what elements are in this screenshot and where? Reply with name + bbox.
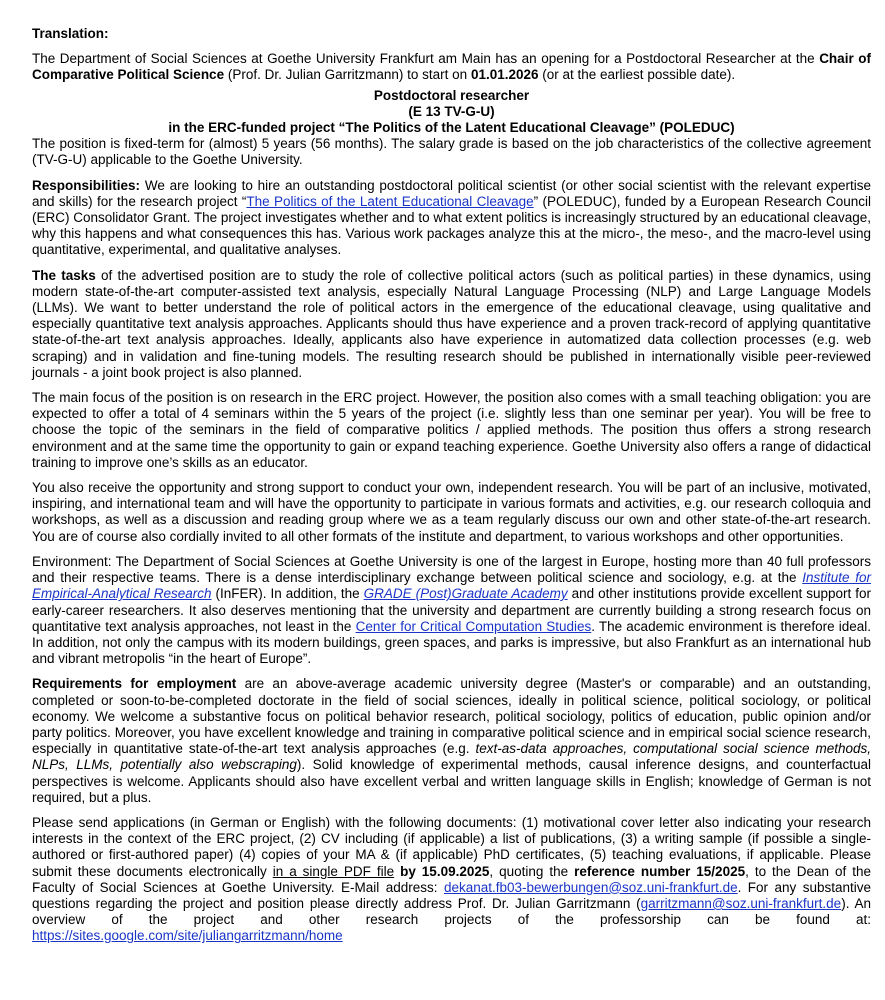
- position-paragraph: The position is fixed-term for (almost) 5 years (56 months). The salary grade is based on the job characteristics of the collective agreement (TV-G-U) applicable to the Goethe University.: [32, 136, 871, 168]
- application-email-link[interactable]: dekanat.fb03-bewerbungen@soz.uni-frankfurt.de: [443, 879, 738, 895]
- grade-academy-link[interactable]: GRADE (Post)Graduate Academy: [363, 586, 568, 602]
- start-date: 01.01.2026: [470, 67, 539, 83]
- reference-number: reference number 15/2025: [574, 863, 746, 879]
- requirements-text-1: are an above-average academic university degree (Master's or comparable) and an outstanding, completed or soon-to-be-completed doctorate in the field of social sciences, ideally in political science, political sociology, or political economy. We welcome a substantive focus on political behavior research, political sociology, politics of education, public opinion and/or party politics. Moreover, you have excellent knowledge and training in comparative political science and in empirical social science research, especially in quantitative state-of-the-art text analysis approaches (e.g.: [32, 676, 871, 757]
- chair-name: Chair of Comparative Political Science: [32, 51, 871, 83]
- tasks-paragraph: [32, 268, 871, 381]
- tasks-label: The tasks: [32, 267, 96, 283]
- research-support-paragraph: You also receive the opportunity and strong support to conduct your own, independent research. You will be part of an inclusive, motivated, inspiring, and international team and will have the opportunity to participate in various formats and activities, e.g. our research colloquia and workshops, as well as a discussion and reading group where we as a team regularly discuss our own and other state-of-the-art research. You are of course also cordially invited to all other formats of the institute and department, to various workshops and other opportunities.: [32, 480, 871, 544]
- environment-paragraph: [32, 554, 871, 667]
- teaching-paragraph: The main focus of the position is on research in the ERC project. However, the position also comes with a small teaching obligation: you are expected to offer a total of 4 seminars within the 5 years of the project (i.e. slightly less than one seminar per year). You will be free to choose the topic of the seminars in the field of comparative politics / applied methods. The position thus offers a strong research environment and at the same time the opportunity to gain or expand teaching experience. Goethe University also offers a range of didactical training to improve one’s skills as an educator.: [32, 390, 871, 470]
- application-text-3: , to the Dean of the Faculty of Social Sciences at Goethe University. E-Mail address:: [32, 863, 871, 895]
- intro-text-3: (or at the earliest possible date).: [538, 67, 736, 83]
- application-text-1: Please send applications (in German or English) with the following documents: (1) motivational cover letter also indicating your research interests in the context of the ERC project, (2) CV including (if applicable) a list of publications, (3) a writing sample (if possible a single-authored or first-authored paper) (4) copies of your MA & (if applicable) PhD certificates, (5) teaching evaluations, if applicable. Please submit these documents electronically: [32, 814, 871, 879]
- contact-email-link[interactable]: garritzmann@soz.uni-frankfurt.de: [640, 895, 842, 911]
- intro-text-2: (Prof. Dr. Julian Garritzmann) to start on: [224, 67, 471, 83]
- responsibilities-paragraph: [32, 178, 871, 259]
- requirements-text-2: ). Solid knowledge of experimental methods, causal inference designs, and counterfactual perspectives is welcome. Applicants should also have excellent verbal and written language skills in English; knowledge of German is not required, but a plus.: [32, 757, 871, 805]
- environment-text-4: . The academic environment is therefore ideal. In addition, not only the campus with its modern buildings, green spaces, and parks is impressive, but also Frankfurt as an international hub and vibrant metropolis “in the heart of Europe”.: [32, 618, 871, 667]
- project-title: in the ERC-funded project “The Politics of the Latent Educational Cleavage” (POLEDUC): [168, 120, 735, 136]
- infer-link[interactable]: Institute for Empirical-Analytical Research: [32, 570, 871, 602]
- tasks-text: of the advertised position are to study the role of collective political actors (such as political parties) in these dynamics, using modern state-of-the-art computer-assisted text analysis, especially Natural Language Processing (NLP) and Large Language Models (LLMs). We want to better understand the role of political actors in the emergence of the educational cleavage, using qualitative and especially quantitative text analysis approaches. Applicants should thus have experience and a proven track-record of applying quantitative state-of-the-art text analysis approaches. Ideally, applicants also have experience in automatized data collection processes (e.g. web scraping) and in validation and fine-tuning models. The resulting research should be published in internationally visible peer-reviewed journals - a joint book project is also planned.: [32, 267, 871, 380]
- responsibilities-text-2: ” (POLEDUC), funded by a European Research Council (ERC) Consolidator Grant. The project investigates whether and to what extent politics is increasingly structured by an educational cleavage, why this happens and what consequences this has. Various work packages analyze this at the micro-, the meso-, and the macro-level using quantitative, experimental, and qualitative analyses.: [32, 193, 871, 258]
- professorship-website-link[interactable]: https://sites.google.com/site/juliangarritzmann/home: [32, 928, 343, 944]
- translation-heading: Translation:: [32, 26, 109, 41]
- intro-text-1: The Department of Social Sciences at Goethe University Frankfurt am Main has an opening for a Postdoctoral Researcher at the: [32, 51, 815, 67]
- environment-text-1: Environment: The Department of Social Sciences at Goethe University is one of the largest in Europe, hosting more than 40 full professors and their respective teams. There is a dense interdisciplinary exchange between political science and sociology, e.g. at the: [32, 553, 871, 586]
- responsibilities-text-1: We are looking to hire an outstanding postdoctoral political scientist (or other social scientist with the relevant expertise and skills) for the research project “: [32, 177, 871, 209]
- computation-studies-link[interactable]: Center for Critical Computation Studies: [355, 618, 592, 634]
- intro-paragraph: [32, 51, 871, 83]
- project-link[interactable]: The Politics of the Latent Educational Cleavage: [246, 193, 534, 209]
- application-text-5: ). An overview of the project and other research projects of the professorship can be found at:: [32, 895, 871, 928]
- requirements-label: Requirements for employment: [32, 676, 237, 692]
- environment-text-3: and other institutions provide excellent support for early-career researchers. It also deserves mentioning that the university and department are currently building a strong research focus on quantitative text analysis approaches, not least in the: [32, 586, 872, 634]
- responsibilities-label: Responsibilities:: [32, 177, 141, 193]
- position-title: Postdoctoral researcher: [373, 87, 530, 103]
- application-paragraph: [32, 815, 871, 945]
- deadline: by 15.09.2025: [394, 863, 490, 879]
- requirements-paragraph: [32, 676, 871, 806]
- application-text-4: . For any substantive questions regarding the project and position please directly address Prof. Dr. Julian Garritzmann (: [32, 879, 871, 911]
- single-pdf-note: in a single PDF file: [272, 863, 395, 879]
- application-text-2: , quoting the: [489, 863, 575, 879]
- salary-grade: (E 13 TV-G-U): [408, 103, 495, 119]
- position-title-block: [32, 88, 871, 137]
- environment-text-2: (InFER). In addition, the: [211, 586, 364, 602]
- requirements-methods-italic: text-as-data approaches, computational social science methods, NLPs, LLMs, potentially also webscraping: [32, 741, 871, 773]
